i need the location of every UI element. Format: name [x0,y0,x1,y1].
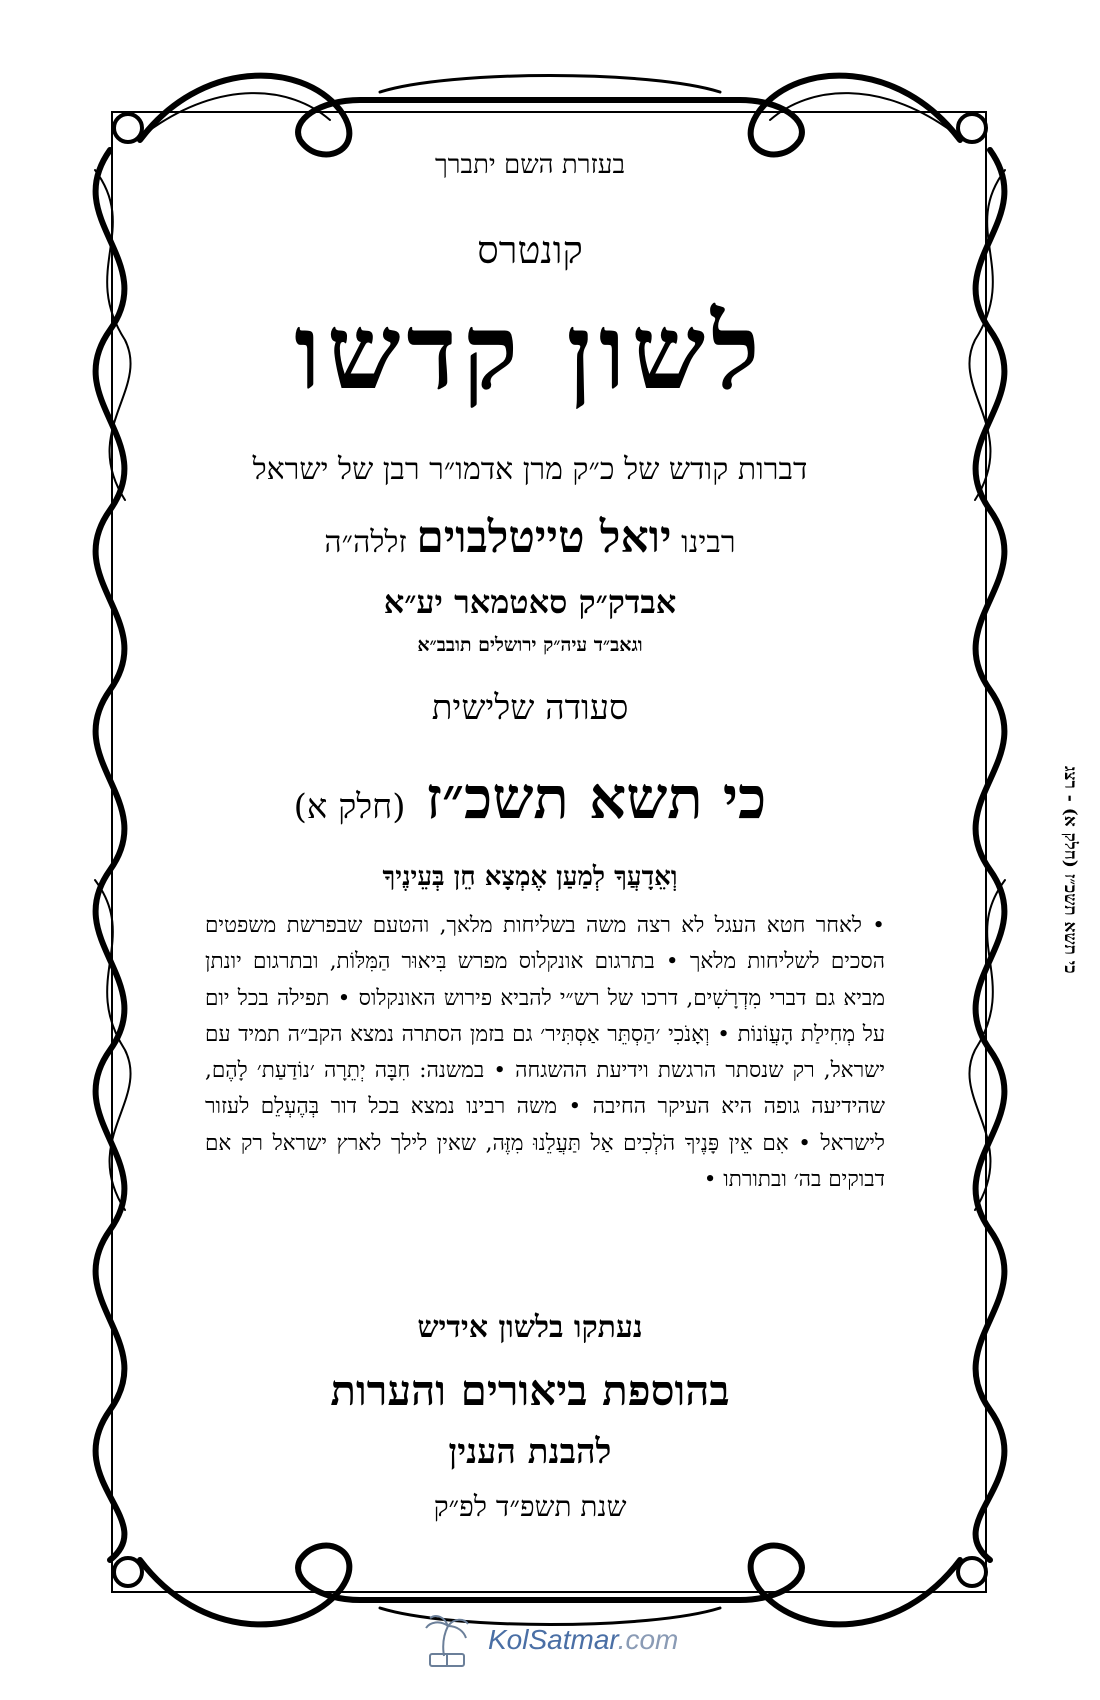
author-title: אבדק״ק סאטמאר יע״א [383,583,677,621]
kolsatmar-logo [418,1612,708,1672]
occasion-label: סעודה שלישית [431,688,629,728]
verse-heading: וְאֵדָעֲךָ לְמַעַן אֶמְצָא חֵן בְּעֵינֶיךָ [382,862,678,892]
logo-brand: KolSatmar [488,1624,618,1655]
translation-line-1: נעתקו בלשון אידיש [417,1310,643,1345]
parsha-heading [150,764,910,832]
page-title: לשון קדשו [294,290,766,413]
translation-line-2: בהוספת ביאורים והערות [330,1366,730,1415]
logo-text [488,1624,678,1656]
author-subtitle: וגאב״ד עיה״ק ירושלים תובב״א [417,634,643,656]
parsha-name: כי תשא תשכ״ז [425,764,767,832]
author-intro: דברות קודש של כ״ק מרן אדמו״ר רבן של ישראל [252,452,808,487]
translation-line-3: להבנת הענין [448,1432,612,1472]
kuntres-label: קונטרס [477,228,583,272]
blessing-header: בעזרת השם יתברך [435,150,625,180]
page-side-note: כי תשא תשכ״ז (חלק א) - רצג [1060,766,1080,974]
author-name-line [150,512,910,563]
summary-paragraph: • לאחר חטא העגל לא רצה משה בשליחות מלאך, והטעם שבפרשת משפטים הסכים לשליחות מלאך • בתרגום אונקלוס מפרש בִּיאוּר הַמִּלּוֹת, ובתרגום יונתן מביא גם דברי מִדְרָשִׁים, דרכו של רש״י להביא פירוש האונקלוס • תפילה בכל יום על מְחִילַת הָעֲוֹנוֹת • וְאָנֹכִי ׳הַסְתֵּר אַסְתִּיר׳ גם בזמן הסתרה נמצא הקב״ה תמיד עם ישראל, רק שנסתר הרגשת וידיעת ההשגחה • במשנה: חִבָּה יְתֵרָה ׳נוֹדַעַת׳ לָהֶם, שהידיעה גופה היא העיקר החיבה • משה רבינו נמצא בכל דור בְּהֶעְלֵם לעזור לישראל • אִם אֵין פָּנֶיךָ הֹלְכִים אַל תַּעֲלֵנוּ מִזֶּה, שאין לילך לארץ ישראל רק אם דבוקים בה׳ ובתורתו • [205,913,885,1193]
publication-year: שנת תשפ״ד לפ״ק [433,1490,627,1523]
logo-domain: .com [617,1624,679,1655]
author-suffix: זללה״ה [324,525,407,560]
author-name: יואל טייטלבוים [416,512,672,563]
parsha-part: (חלק א) [293,787,406,827]
author-prefix: רבינו [681,525,736,560]
palm-tree-book-icon [418,1612,474,1670]
